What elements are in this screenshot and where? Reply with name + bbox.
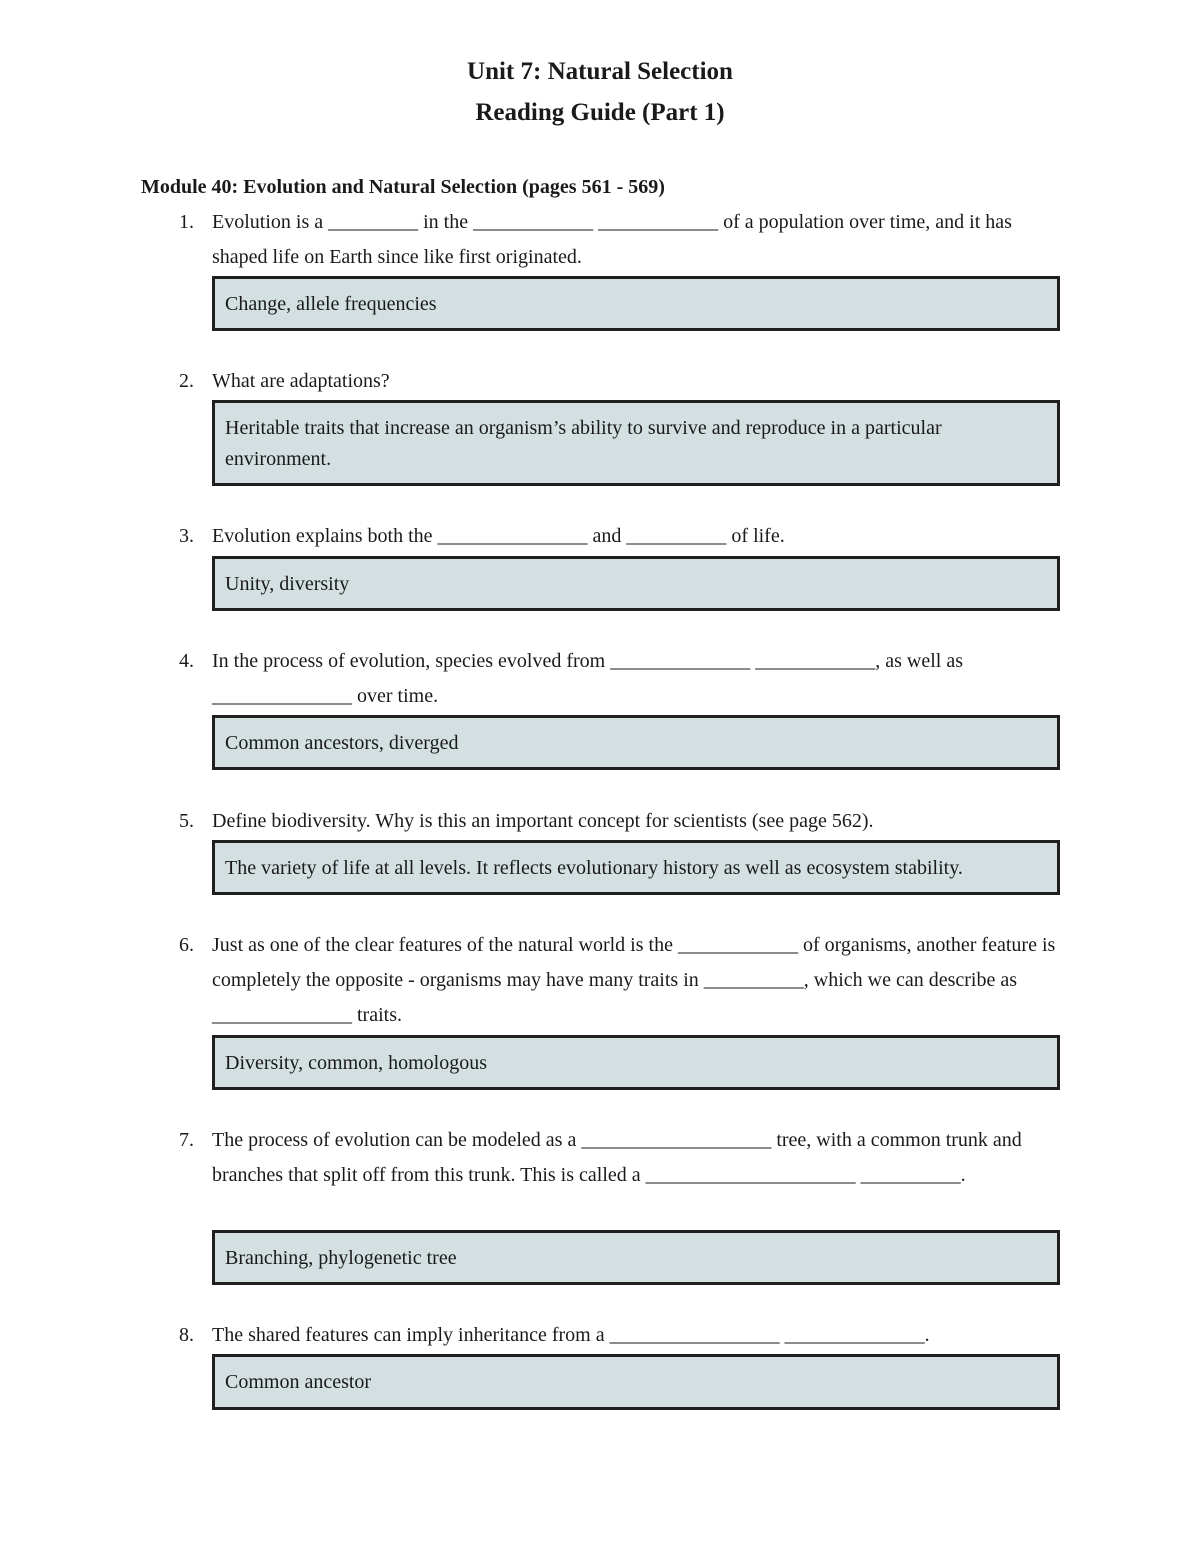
question-text: What are adaptations? xyxy=(212,370,390,392)
answer-box[interactable]: Common ancestor xyxy=(212,1354,1060,1410)
question-text: Just as one of the clear features of the natural world is the ____________ of organisms, another feature is completely the opposite - organisms may have many traits in __________, which we can describe as ______________ traits. xyxy=(212,934,1061,1026)
question-number: 6. xyxy=(179,934,194,956)
question-number: 1. xyxy=(179,211,194,233)
answer-box[interactable]: Unity, diversity xyxy=(212,556,1060,611)
question-number: 2. xyxy=(179,370,194,392)
question-text: The process of evolution can be modeled as a ___________________ tree, with a common trunk and branches that split off from this trunk. This is called a _____________________ __________. xyxy=(212,1129,1027,1186)
answer-box[interactable]: Diversity, common, homologous xyxy=(212,1035,1060,1090)
question-number: 8. xyxy=(179,1324,194,1346)
question-text: Evolution is a _________ in the ____________ ____________ of a population over time, and it has shaped life on Earth since like first originated. xyxy=(212,211,1017,268)
question-text: Define biodiversity. Why is this an important concept for scientists (see page 562). xyxy=(212,810,874,832)
answer-box[interactable]: The variety of life at all levels. It reflects evolutionary history as well as ecosystem stability. xyxy=(212,840,1060,895)
answer-box[interactable]: Branching, phylogenetic tree xyxy=(212,1230,1060,1285)
answer-box[interactable]: Change, allele frequencies xyxy=(212,276,1060,331)
module-heading: Module 40: Evolution and Natural Selection (pages 561 - 569) xyxy=(141,176,665,198)
page-subtitle: Reading Guide (Part 1) xyxy=(475,99,725,126)
page-title: Unit 7: Natural Selection xyxy=(467,58,733,85)
question-text: The shared features can imply inheritance from a _________________ ______________. xyxy=(212,1324,930,1346)
question-number: 3. xyxy=(179,525,194,547)
question-text: In the process of evolution, species evolved from ______________ ____________, as well as ______________ over time. xyxy=(212,650,968,707)
question-text: Evolution explains both the _______________ and __________ of life. xyxy=(212,525,785,547)
question-number: 4. xyxy=(179,650,194,672)
answer-box[interactable]: Common ancestors, diverged xyxy=(212,715,1060,770)
question-number: 7. xyxy=(179,1129,194,1151)
answer-box[interactable]: Heritable traits that increase an organism’s ability to survive and reproduce in a particular environment. xyxy=(212,400,1060,486)
question-number: 5. xyxy=(179,810,194,832)
